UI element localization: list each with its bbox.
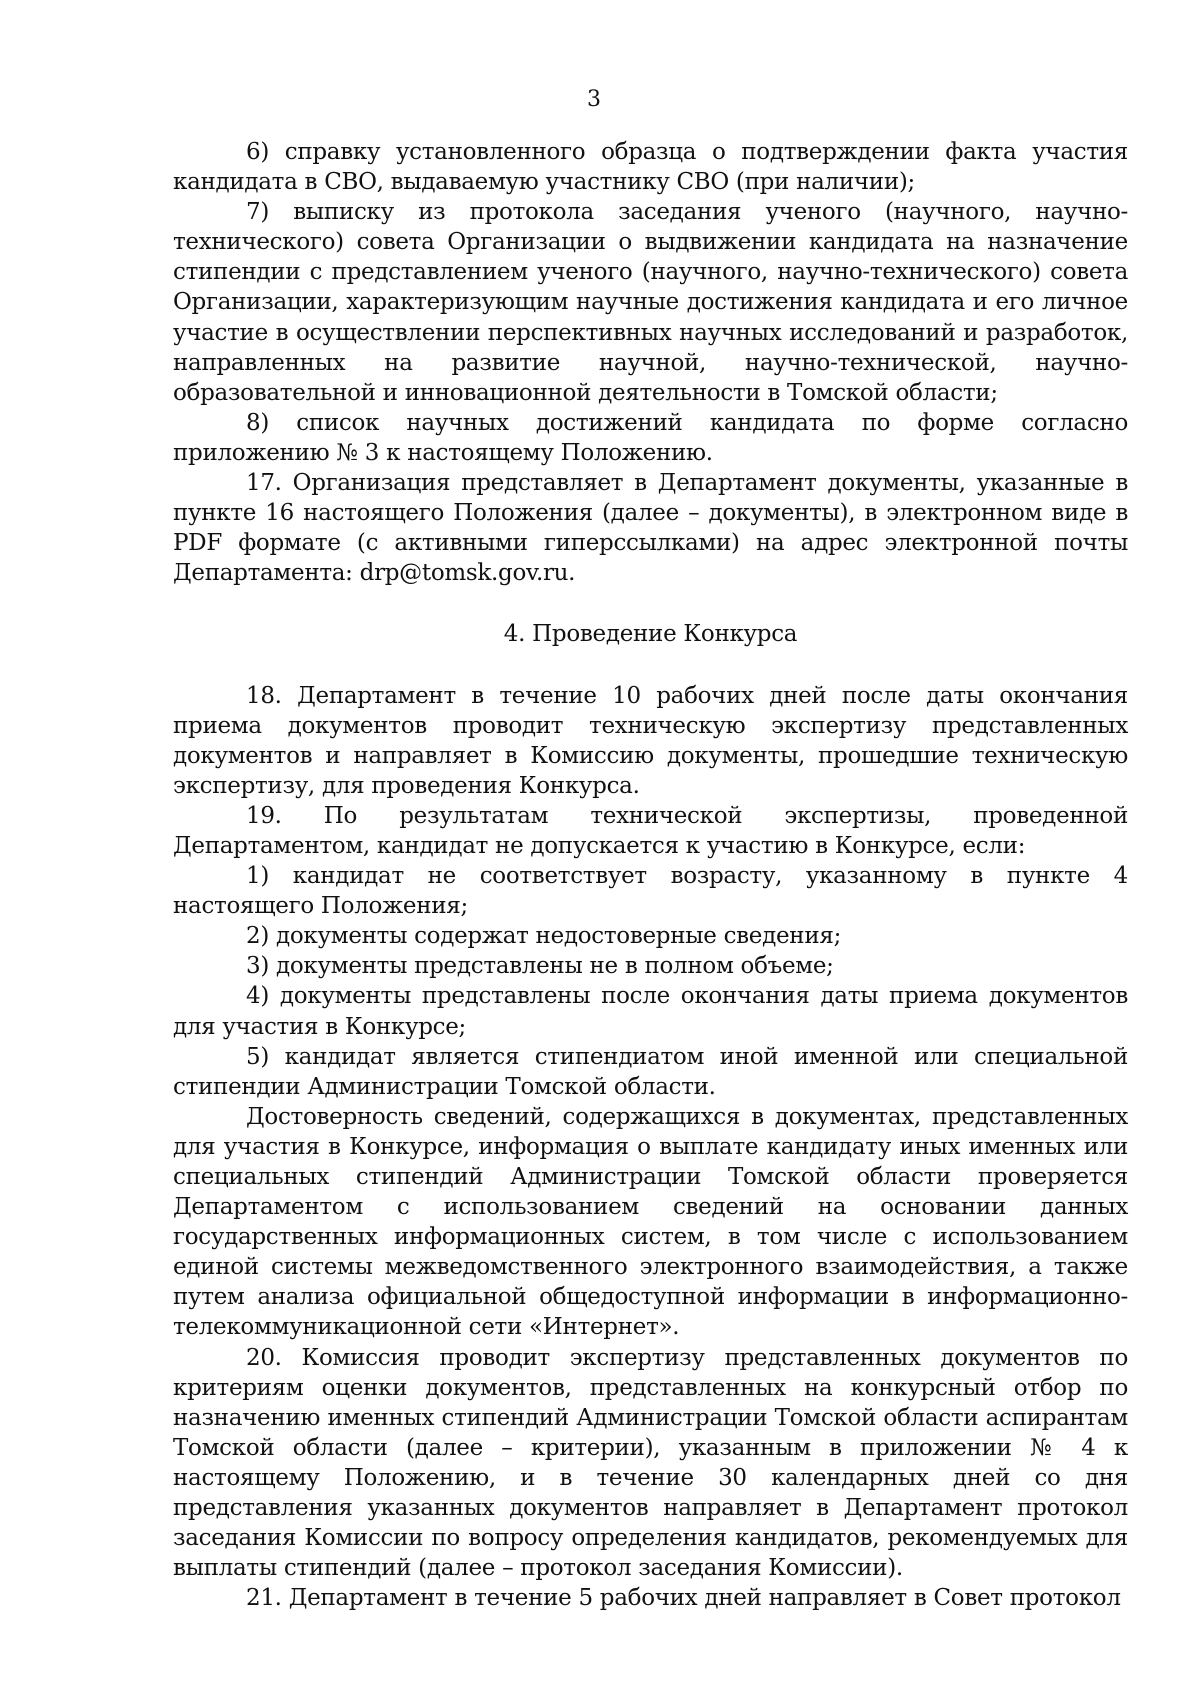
clause-20: 20. Комиссия проводит экспертизу представленных документов по критериям оценки документов, представленных на конкурсный отбор по назначению именных стипендий Администрации Томской области аспирантам Томской области (далее – критерии), указанным в приложении № 4 к настоящему Положению, и в течение 30 календарных дней со дня представления указанных документов направляет в Департамент протокол заседания Комиссии по вопросу определения кандидатов, рекомендуемых для выплаты стипендий (далее – протокол заседания Комиссии).	[173, 1344, 1128, 1582]
page-number: 3	[587, 87, 601, 112]
condition-item-5: 5) кандидат является стипендиатом иной именной или специальной стипендии Администрации Томской области.	[173, 1043, 1128, 1100]
clause-21: 21. Департамент в течение 5 рабочих дней направляет в Совет протокол	[246, 1585, 1121, 1612]
section-title: 4. Проведение Конкурса	[503, 621, 798, 648]
document-body	[173, 137, 1128, 1613]
clause-17: 17. Организация представляет в Департамент документы, указанные в пункте 16 настоящего Положения (далее – документы), в электронном виде в PDF формате (с активными гиперссылками) на адрес электронной почты Департамента: drp@tomsk.gov.ru.	[173, 470, 1128, 587]
verification-paragraph: Достоверность сведений, содержащихся в документах, представленных для участия в Конкурсе, информация о выплате кандидату иных именных или специальных стипендий Администрации Томской области проверяется Департаментом с использованием сведений на основании данных государственных информационных систем, в том числе с использованием единой системы межведомственного электронного взаимодействия, а также путем анализа официальной общедоступной информации в информационно-телекоммуникационной сети «Интернет».	[173, 1103, 1128, 1341]
list-item-6: 6) справку установленного образца о подтверждении факта участия кандидата в СВО, выдаваемую участнику СВО (при наличии);	[173, 139, 1128, 196]
clause-19: 19. По результатам технической экспертизы, проведенной Департаментом, кандидат не допускается к участию в Конкурсе, если:	[173, 802, 1128, 859]
list-item-8: 8) список научных достижений кандидата по форме согласно приложению № 3 к настоящему Положению.	[173, 409, 1128, 466]
list-item-7: 7) выписку из протокола заседания ученого (научного, научно-технического) совета Организации о выдвижении кандидата на назначение стипендии с представлением ученого (научного, научно-технического) совета Организации, характеризующим научные достижения кандидата и его личное участие в осуществлении перспективных научных исследований и разработок, направленных на развитие научной, научно-технической, научно-образовательной и инновационной деятельности в Томской области;	[173, 199, 1128, 406]
clause-18: 18. Департамент в течение 10 рабочих дней после даты окончания приема документов проводит техническую экспертизу представленных документов и направляет в Комиссию документы, прошедшие техническую экспертизу, для проведения Конкурса.	[173, 682, 1128, 799]
condition-item-4: 4) документы представлены после окончания даты приема документов для участия в Конкурсе;	[173, 983, 1128, 1040]
condition-item-3: 3) документы представлены не в полном объеме;	[246, 953, 834, 980]
condition-item-1: 1) кандидат не соответствует возрасту, указанному в пункте 4 настоящего Положения;	[173, 863, 1128, 920]
condition-item-2: 2) документы содержат недостоверные сведения;	[246, 923, 842, 950]
